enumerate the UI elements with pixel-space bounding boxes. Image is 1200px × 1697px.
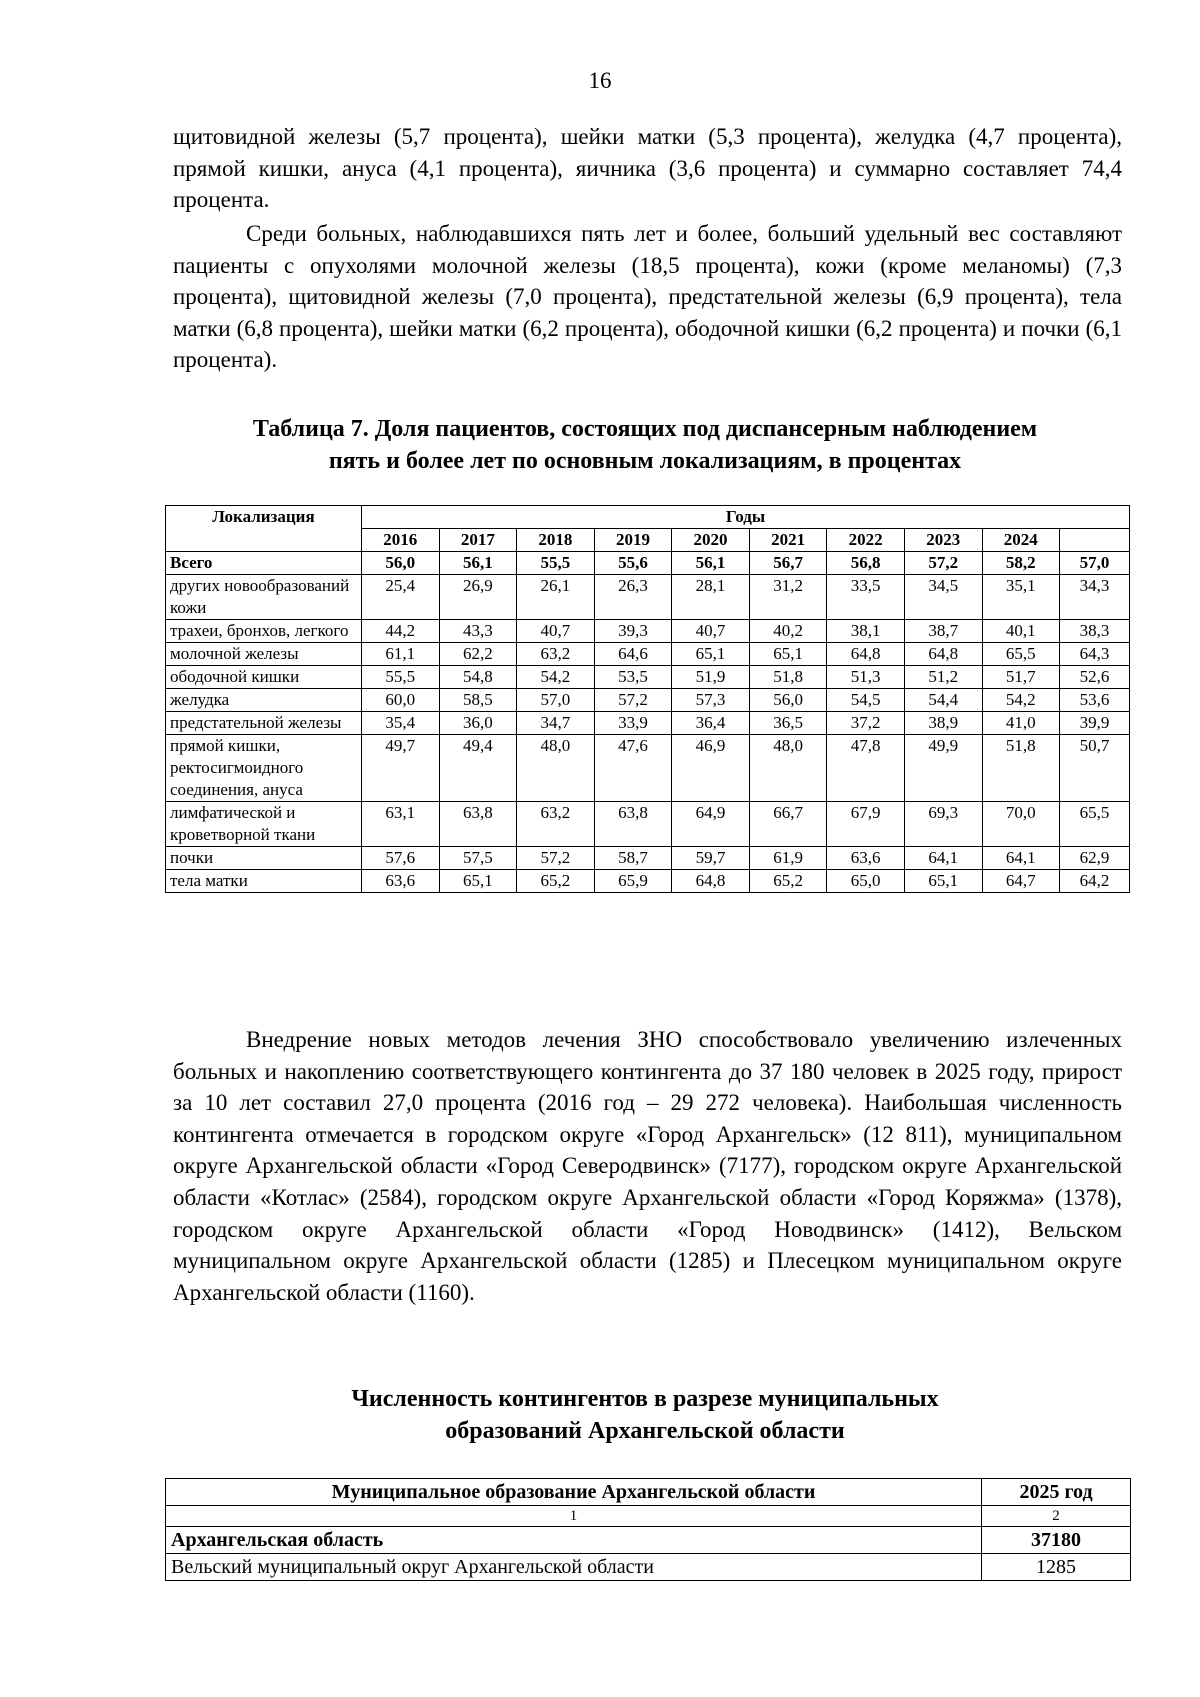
table-row	[166, 802, 1130, 847]
cell-value: 55,6	[594, 552, 672, 575]
cell-value: 63,2	[517, 802, 595, 847]
cell-value: 26,1	[517, 575, 595, 620]
year-header: 2024	[982, 529, 1060, 552]
cell-value: 57,3	[672, 689, 750, 712]
cell-value: 38,7	[904, 620, 982, 643]
paragraph-3	[173, 1024, 1122, 1308]
cell-value: 38,1	[827, 620, 905, 643]
year-header: 2022	[827, 529, 905, 552]
cell-value: 40,1	[982, 620, 1060, 643]
cell-value: 63,6	[362, 870, 440, 893]
cell-value: 51,8	[982, 735, 1060, 802]
cell-value: 63,6	[827, 847, 905, 870]
cell-value: 64,2	[1060, 870, 1130, 893]
cell-value: 61,1	[362, 643, 440, 666]
row-label: лимфатической и кроветворной ткани	[166, 802, 362, 847]
cell-value: 58,2	[982, 552, 1060, 575]
cell-value: 43,3	[439, 620, 517, 643]
municipal-table-caption	[150, 1383, 1140, 1447]
cell-value: 64,1	[904, 847, 982, 870]
cell-value: 58,5	[439, 689, 517, 712]
cell-value: 36,4	[672, 712, 750, 735]
cell-value: 49,7	[362, 735, 440, 802]
cell-value: 34,7	[517, 712, 595, 735]
municipality-name: Архангельская область	[166, 1527, 982, 1554]
cell-value: 65,1	[749, 643, 827, 666]
cell-value: 33,9	[594, 712, 672, 735]
cell-value: 64,8	[827, 643, 905, 666]
cell-value: 38,9	[904, 712, 982, 735]
cell-value: 70,0	[982, 802, 1060, 847]
table-row	[166, 666, 1130, 689]
municipality-value: 1285	[982, 1554, 1131, 1581]
table-row	[166, 847, 1130, 870]
municipality-name: Вельский муниципальный округ Архангельской области	[166, 1554, 982, 1581]
cell-value: 65,5	[982, 643, 1060, 666]
cell-value: 65,1	[904, 870, 982, 893]
cell-value: 56,1	[672, 552, 750, 575]
cell-value: 40,2	[749, 620, 827, 643]
row-label: трахеи, бронхов, легкого	[166, 620, 362, 643]
cell-value: 57,0	[1060, 552, 1130, 575]
cell-value: 47,8	[827, 735, 905, 802]
cell-value: 57,2	[594, 689, 672, 712]
cell-value: 52,6	[1060, 666, 1130, 689]
table-row	[166, 643, 1130, 666]
cell-value: 48,0	[749, 735, 827, 802]
cell-value: 28,1	[672, 575, 750, 620]
cell-value: 26,3	[594, 575, 672, 620]
cell-value: 53,6	[1060, 689, 1130, 712]
year-header: 2020	[672, 529, 750, 552]
table-row	[166, 620, 1130, 643]
municipal-table	[165, 1478, 1131, 1581]
row-label: тела матки	[166, 870, 362, 893]
cell-value: 48,0	[517, 735, 595, 802]
year-header: 2017	[439, 529, 517, 552]
cell-value: 60,0	[362, 689, 440, 712]
cell-value: 47,6	[594, 735, 672, 802]
row-label: Всего	[166, 552, 362, 575]
cell-value: 62,2	[439, 643, 517, 666]
table-row	[166, 575, 1130, 620]
cell-value: 49,9	[904, 735, 982, 802]
cell-value: 65,0	[827, 870, 905, 893]
cell-value: 40,7	[517, 620, 595, 643]
cell-value: 34,5	[904, 575, 982, 620]
cell-value: 63,2	[517, 643, 595, 666]
table-row	[166, 1527, 1131, 1554]
row-label: ободочной кишки	[166, 666, 362, 689]
cell-value: 25,4	[362, 575, 440, 620]
table-row	[166, 552, 1130, 575]
cell-value: 54,2	[517, 666, 595, 689]
cell-value: 40,7	[672, 620, 750, 643]
paragraph-2-text: Среди больных, наблюдавшихся пять лет и более, больший удельный вес составляют пациенты с опухолями молочной железы (18,5 процента), кожи (кроме меланомы) (7,3 процента), щитовидной железы (7,0 процента), предстательной железы (6,9 процента), тела матки (6,8 процента), шейки матки (6,2 процента), ободочной кишки (6,2 процента) и почки (6,1 процента).	[173, 221, 1122, 373]
cell-value: 33,5	[827, 575, 905, 620]
cell-value: 54,5	[827, 689, 905, 712]
cell-value: 46,9	[672, 735, 750, 802]
cell-value: 39,9	[1060, 712, 1130, 735]
cell-value: 65,9	[594, 870, 672, 893]
header-localization: Локализация	[166, 506, 362, 552]
cell-value: 51,9	[672, 666, 750, 689]
cell-value: 69,3	[904, 802, 982, 847]
cell-value: 38,3	[1060, 620, 1130, 643]
cell-value: 56,1	[439, 552, 517, 575]
cell-value: 64,8	[904, 643, 982, 666]
paragraph-1: щитовидной железы (5,7 процента), шейки матки (5,3 процента), желудка (4,7 процента), прямой кишки, ануса (4,1 процента), яичника (3,6 процента) и суммарно составляет 74,4 процента.	[173, 124, 1122, 213]
paragraph-3-text: Внедрение новых методов лечения ЗНО способствовало увеличению излеченных больных и накоплению соответствующего контингента до 37 180 человек в 2025 году, прирост за 10 лет составил 27,0 процента (2016 год – 29 272 человека). Наибольшая численность контингента отмечается в городском округе «Город Архангельск» (12 811), муниципальном округе Архангельской области «Город Северодвинск» (7177), городском округе Архангельской области «Котлас» (2584), городском округе Архангельской области «Город Коряжма» (1378), городском округе Архангельской области «Город Новодвинск» (1412), Вельском муниципальном округе Архангельской области (1285) и Плесецком муниципальном округе Архангельской области (1160).	[173, 1027, 1122, 1305]
cell-value: 64,9	[672, 802, 750, 847]
cell-value: 64,1	[982, 847, 1060, 870]
year-header: 2021	[749, 529, 827, 552]
cell-value: 63,8	[439, 802, 517, 847]
table-row	[166, 735, 1130, 802]
cell-value: 57,5	[439, 847, 517, 870]
header-years: Годы	[362, 506, 1130, 529]
cell-value: 56,0	[362, 552, 440, 575]
cell-value: 36,5	[749, 712, 827, 735]
cell-value: 57,2	[517, 847, 595, 870]
cell-value: 65,1	[439, 870, 517, 893]
cell-value: 64,6	[594, 643, 672, 666]
table-row	[166, 870, 1130, 893]
cell-value: 66,7	[749, 802, 827, 847]
year-header: 2018	[517, 529, 595, 552]
cell-value: 57,0	[517, 689, 595, 712]
cell-value: 59,7	[672, 847, 750, 870]
cell-value: 55,5	[362, 666, 440, 689]
table7-caption-line2: пять и более лет по основным локализациям, в процентах	[328, 448, 962, 474]
cell-value: 36,0	[439, 712, 517, 735]
cell-value: 51,7	[982, 666, 1060, 689]
cell-value: 57,2	[904, 552, 982, 575]
cell-value: 65,1	[672, 643, 750, 666]
cell-value: 39,3	[594, 620, 672, 643]
header-year-2025: 2025 год	[982, 1479, 1131, 1506]
table-row	[166, 712, 1130, 735]
table7-caption-line1: Таблица 7. Доля пациентов, состоящих под диспансерным наблюдением	[252, 416, 1038, 442]
cell-value: 34,3	[1060, 575, 1130, 620]
cell-value: 64,8	[672, 870, 750, 893]
row-label: молочной железы	[166, 643, 362, 666]
cell-value: 44,2	[362, 620, 440, 643]
year-header: 2023	[904, 529, 982, 552]
year-header: 2016	[362, 529, 440, 552]
column-index-2: 2	[982, 1506, 1131, 1527]
column-index-1: 1	[166, 1506, 982, 1527]
cell-value: 35,4	[362, 712, 440, 735]
cell-value: 35,1	[982, 575, 1060, 620]
cell-value: 65,2	[749, 870, 827, 893]
table-row	[166, 1554, 1131, 1581]
municipal-caption-line2: образований Архангельской области	[445, 1418, 845, 1444]
year-header	[1060, 529, 1130, 552]
cell-value: 31,2	[749, 575, 827, 620]
municipal-caption-line1: Численность контингентов в разрезе муниципальных	[351, 1386, 939, 1412]
cell-value: 51,3	[827, 666, 905, 689]
cell-value: 56,0	[749, 689, 827, 712]
cell-value: 65,2	[517, 870, 595, 893]
row-label: почки	[166, 847, 362, 870]
cell-value: 51,2	[904, 666, 982, 689]
cell-value: 61,9	[749, 847, 827, 870]
cell-value: 53,5	[594, 666, 672, 689]
cell-value: 37,2	[827, 712, 905, 735]
paragraph-2	[173, 218, 1122, 376]
cell-value: 51,8	[749, 666, 827, 689]
table-7	[165, 505, 1130, 893]
cell-value: 54,2	[982, 689, 1060, 712]
cell-value: 57,6	[362, 847, 440, 870]
cell-value: 55,5	[517, 552, 595, 575]
cell-value: 58,7	[594, 847, 672, 870]
row-label: других новообразований кожи	[166, 575, 362, 620]
cell-value: 56,7	[749, 552, 827, 575]
row-label: предстательной железы	[166, 712, 362, 735]
page-number: 16	[588, 68, 612, 93]
header-municipality: Муниципальное образование Архангельской области	[166, 1479, 982, 1506]
cell-value: 62,9	[1060, 847, 1130, 870]
row-label: прямой кишки, ректосигмоидного соединения, ануса	[166, 735, 362, 802]
cell-value: 56,8	[827, 552, 905, 575]
table-row	[166, 689, 1130, 712]
cell-value: 63,8	[594, 802, 672, 847]
table7-caption	[150, 413, 1140, 477]
municipality-value: 37180	[982, 1527, 1131, 1554]
cell-value: 63,1	[362, 802, 440, 847]
cell-value: 65,5	[1060, 802, 1130, 847]
cell-value: 50,7	[1060, 735, 1130, 802]
cell-value: 67,9	[827, 802, 905, 847]
cell-value: 64,3	[1060, 643, 1130, 666]
cell-value: 54,4	[904, 689, 982, 712]
cell-value: 49,4	[439, 735, 517, 802]
cell-value: 26,9	[439, 575, 517, 620]
row-label: желудка	[166, 689, 362, 712]
year-header: 2019	[594, 529, 672, 552]
cell-value: 41,0	[982, 712, 1060, 735]
cell-value: 64,7	[982, 870, 1060, 893]
cell-value: 54,8	[439, 666, 517, 689]
